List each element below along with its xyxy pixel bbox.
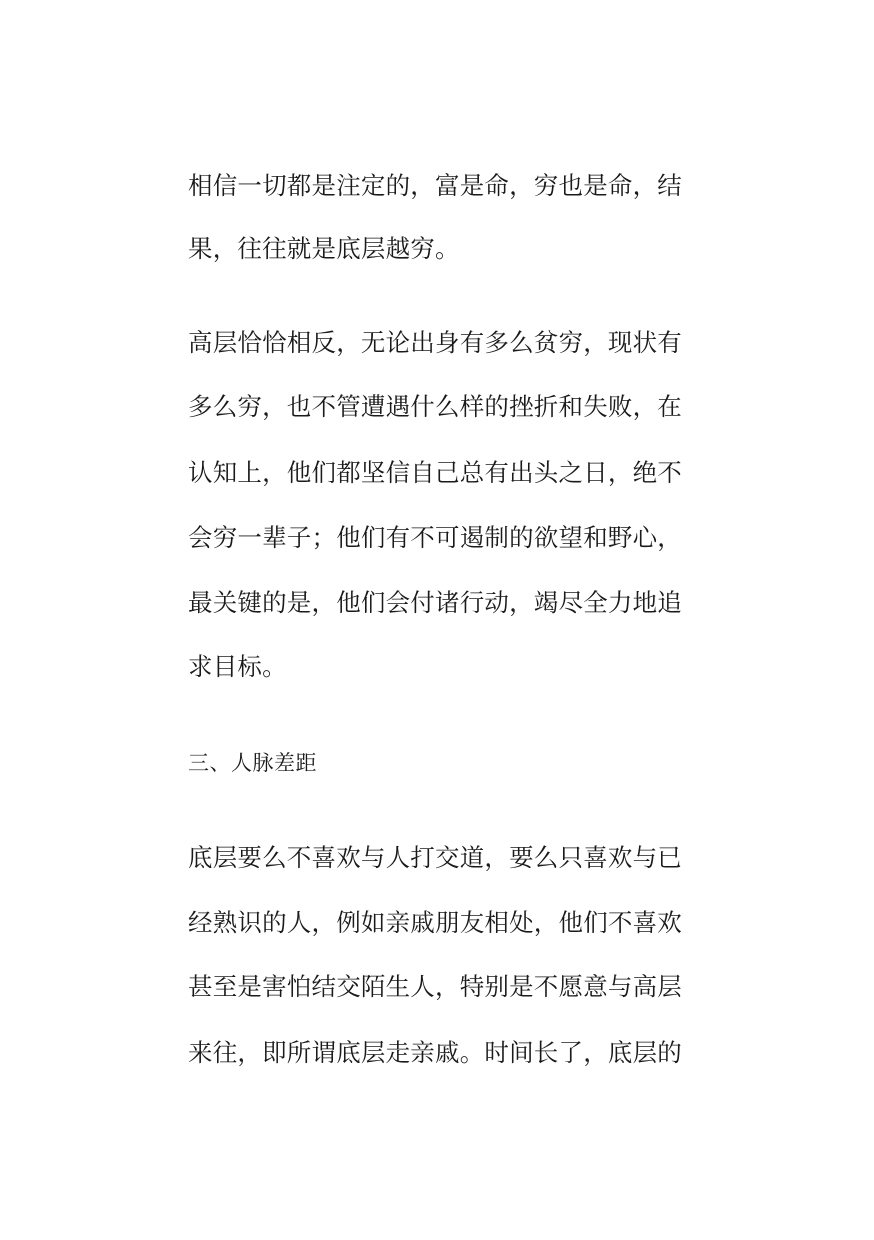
paragraph-2-line-1: 高层恰恰相反，无论出身有多么贫穷，现状有 <box>188 328 682 357</box>
paragraph-1-line-2: 果，往往就是底层越穷。 <box>188 234 460 263</box>
paragraph-3-line-3: 甚至是害怕结交陌生人，特别是不愿意与高层 <box>188 972 682 1001</box>
paragraph-3-line-2: 经熟识的人，例如亲戚朋友相处，他们不喜欢 <box>188 908 682 937</box>
paragraph-2-line-2: 多么穷，也不管遭遇什么样的挫折和失败，在 <box>188 392 682 421</box>
paragraph-2-line-6: 求目标。 <box>188 652 287 681</box>
section-heading: 三、人脉差距 <box>188 751 317 775</box>
paragraph-3-line-1: 底层要么不喜欢与人打交道，要么只喜欢与已 <box>188 843 682 872</box>
paragraph-2-line-4: 会穷一辈子；他们有不可遏制的欲望和野心， <box>188 523 682 552</box>
paragraph-2-line-3: 认知上，他们都坚信自己总有出头之日，绝不 <box>188 458 682 487</box>
paragraph-3-line-4: 来往，即所谓底层走亲戚。时间长了，底层的 <box>188 1038 682 1067</box>
paragraph-1-line-1: 相信一切都是注定的，富是命，穷也是命，结 <box>188 171 682 200</box>
paragraph-2-line-5: 最关键的是，他们会付诸行动，竭尽全力地追 <box>188 588 682 617</box>
